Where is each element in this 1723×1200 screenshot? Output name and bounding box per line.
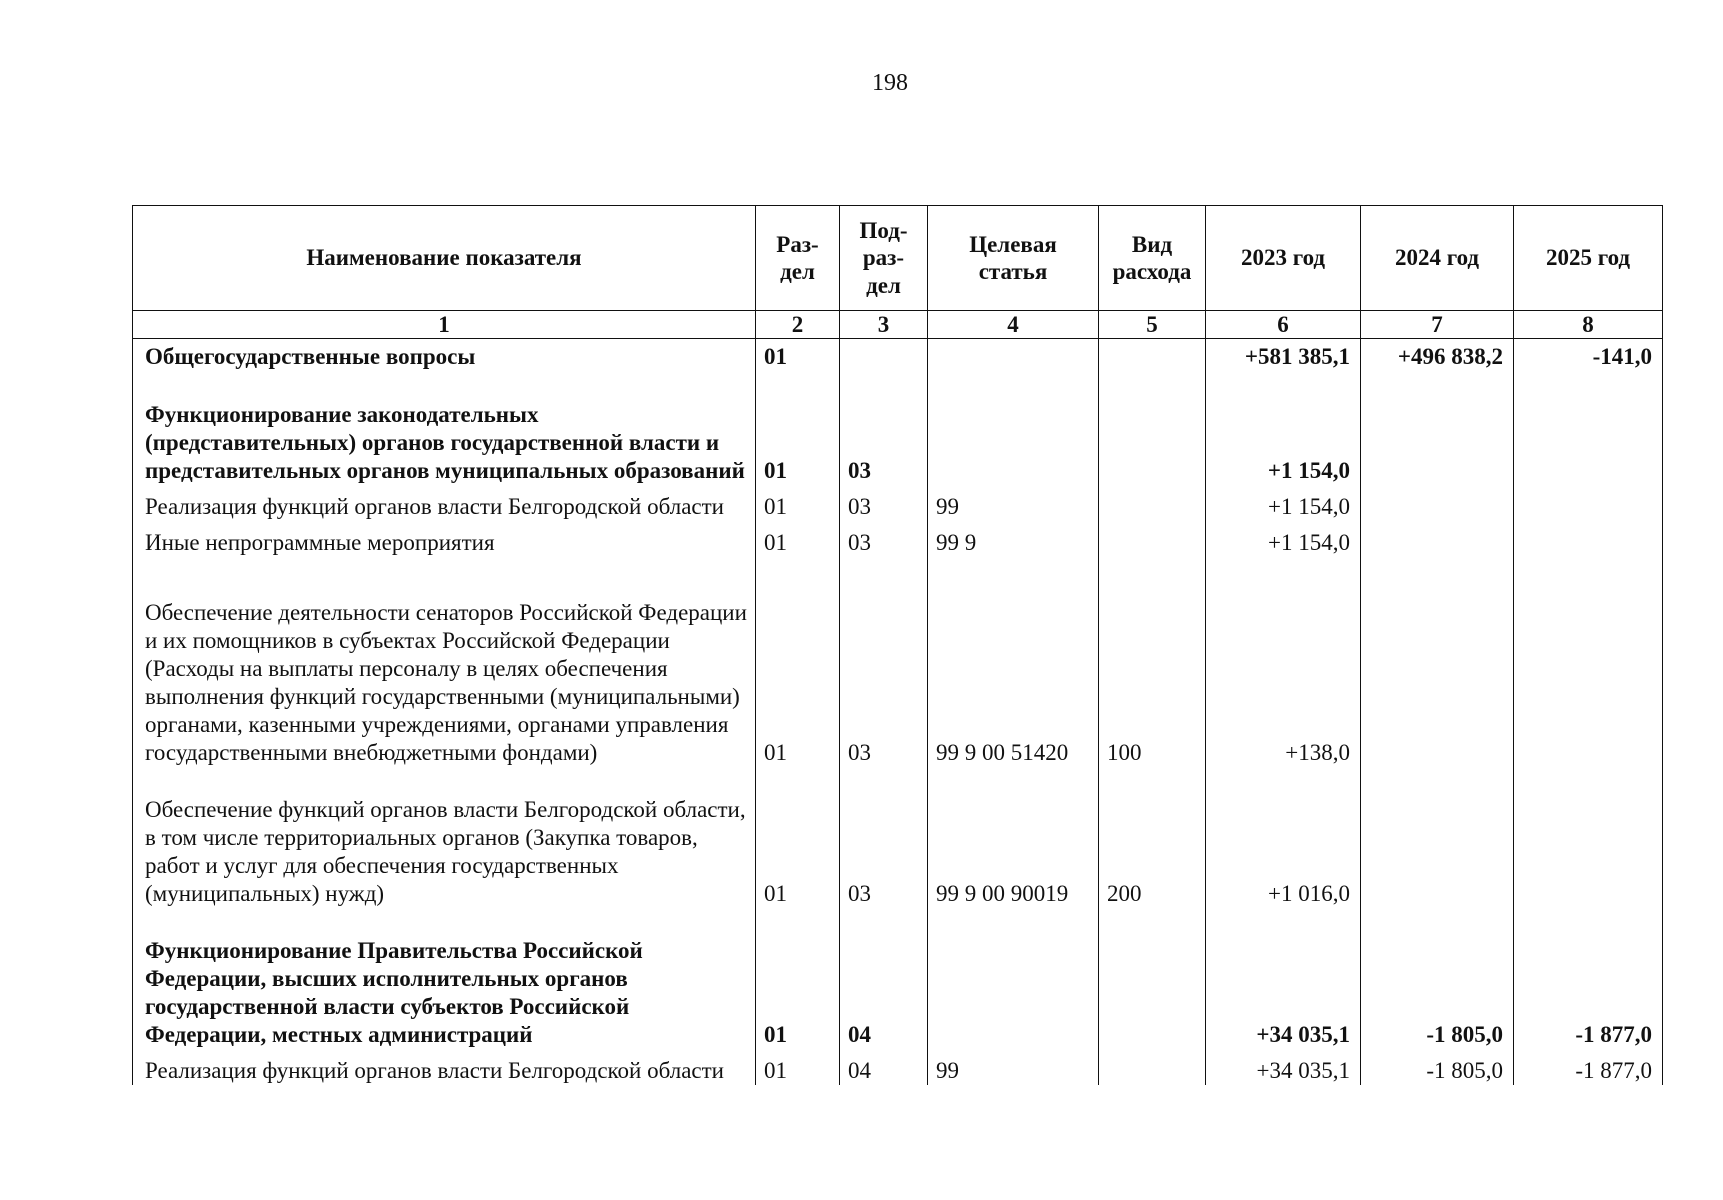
row-2023: +1 154,0 [1206,485,1361,521]
row-2025 [1514,379,1663,485]
row-name: Реализация функций органов власти Белгородской области [133,1049,756,1085]
table-row [133,557,1663,767]
row-2023: +1 016,0 [1206,767,1361,908]
row-statya: 99 [928,485,1099,521]
row-podrazdel: 03 [840,521,928,557]
column-number: 8 [1514,311,1663,339]
row-name: Обеспечение функций органов власти Белгородской области, в том числе территориальных органов (Закупка товаров, работ и услуг для обеспечения государственных (муниципальных) нужд) [133,767,756,908]
row-2024 [1361,521,1514,557]
column-number: 5 [1099,311,1206,339]
row-razdel: 01 [756,557,840,767]
table-row [133,521,1663,557]
header-2023: 2023 год [1206,206,1361,311]
row-podrazdel: 04 [840,1049,928,1085]
row-name: Функционирование Правительства Российской Федерации, высших исполнительных органов государственной власти субъектов Российской Федерации, местных администраций [133,908,756,1049]
column-number: 2 [756,311,840,339]
column-number: 3 [840,311,928,339]
row-razdel: 01 [756,1049,840,1085]
row-2025: -141,0 [1514,339,1663,379]
row-name: Функционирование законодательных (представительных) органов государственной власти и представительных органов муниципальных образований [133,379,756,485]
row-name: Реализация функций органов власти Белгородской области [133,485,756,521]
row-name: Иные непрограммные мероприятия [133,521,756,557]
row-2023: +1 154,0 [1206,379,1361,485]
row-vid [1099,339,1206,379]
row-2023: +581 385,1 [1206,339,1361,379]
row-name: Общегосударственные вопросы [133,339,756,379]
header-2025: 2025 год [1514,206,1663,311]
row-vid: 100 [1099,557,1206,767]
table-row [133,339,1663,379]
row-2023: +1 154,0 [1206,521,1361,557]
row-podrazdel: 04 [840,908,928,1049]
row-podrazdel: 03 [840,557,928,767]
row-2024 [1361,767,1514,908]
row-2025 [1514,557,1663,767]
row-podrazdel [840,339,928,379]
row-statya: 99 [928,1049,1099,1085]
row-2025 [1514,485,1663,521]
row-vid [1099,521,1206,557]
row-razdel: 01 [756,379,840,485]
row-razdel: 01 [756,485,840,521]
row-vid [1099,379,1206,485]
column-number: 4 [928,311,1099,339]
row-2024: -1 805,0 [1361,1049,1514,1085]
table-row [133,379,1663,485]
header-statya: Целевая статья [928,206,1099,311]
row-statya: 99 9 00 51420 [928,557,1099,767]
row-2023: +34 035,1 [1206,1049,1361,1085]
row-vid [1099,485,1206,521]
row-podrazdel: 03 [840,767,928,908]
row-razdel: 01 [756,908,840,1049]
row-razdel: 01 [756,339,840,379]
row-2024 [1361,557,1514,767]
row-2025: -1 877,0 [1514,1049,1663,1085]
column-number-row [133,311,1663,339]
row-2025 [1514,767,1663,908]
header-name: Наименование показателя [133,206,756,311]
row-2024 [1361,379,1514,485]
row-2025: -1 877,0 [1514,908,1663,1049]
header-podrazdel: Под- раз- дел [840,206,928,311]
column-number: 7 [1361,311,1514,339]
header-vid: Вид расхода [1099,206,1206,311]
row-razdel: 01 [756,521,840,557]
row-podrazdel: 03 [840,379,928,485]
row-2023: +138,0 [1206,557,1361,767]
table-row [133,485,1663,521]
row-name: Обеспечение деятельности сенаторов Российской Федерации и их помощников в субъектах Российской Федерации (Расходы на выплаты персоналу в целях обеспечения выполнения функций государственными (муниципальными) органами, казенными учреждениями, органами управления государственными внебюджетными фондами) [133,557,756,767]
table-row [133,908,1663,1049]
budget-table [132,205,1663,1085]
row-2024: -1 805,0 [1361,908,1514,1049]
row-2025 [1514,521,1663,557]
row-razdel: 01 [756,767,840,908]
table-row [133,767,1663,908]
row-statya: 99 9 00 90019 [928,767,1099,908]
column-number: 1 [133,311,756,339]
column-number: 6 [1206,311,1361,339]
row-podrazdel: 03 [840,485,928,521]
row-vid: 200 [1099,767,1206,908]
row-statya [928,908,1099,1049]
row-statya: 99 9 [928,521,1099,557]
page-number: 198 [872,70,908,96]
header-razdel: Раз- дел [756,206,840,311]
row-2023: +34 035,1 [1206,908,1361,1049]
row-statya [928,379,1099,485]
row-2024: +496 838,2 [1361,339,1514,379]
row-vid [1099,1049,1206,1085]
row-vid [1099,908,1206,1049]
header-2024: 2024 год [1361,206,1514,311]
row-statya [928,339,1099,379]
table-row [133,1049,1663,1085]
header-row [133,206,1663,311]
row-2024 [1361,485,1514,521]
